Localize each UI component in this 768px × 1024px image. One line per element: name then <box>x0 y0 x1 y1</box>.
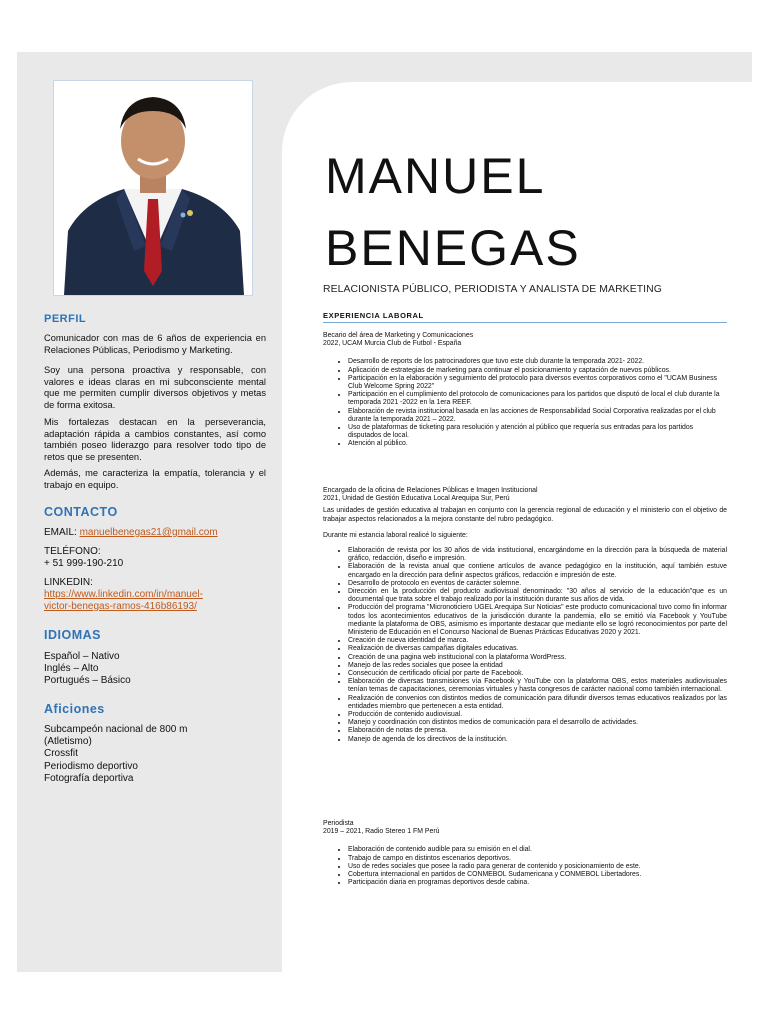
bullet-item: • Manejo de agenda de los directivos de la institución. <box>348 736 727 744</box>
bullet-item: • Manejo y coordinación con distintos medios de comunicación para el desarrollo de actividades. <box>348 719 727 727</box>
job-title: Becario del área de Marketing y Comunicaciones <box>323 332 474 339</box>
bullet-item: • Cobertura internacional en partidos de CONMEBOL Sudamericana y CONMEBOL Libertadores. <box>348 871 727 879</box>
bullet-item: • Elaboración de la revista anual que contiene artículos de avance pedagógico en la institución, aquí también estuve encargado en la dirección para definir aspectos gráficos, redacción e impresión de este. <box>348 563 727 579</box>
job-bullets <box>323 358 727 448</box>
aficion-item: Crossfit <box>44 748 78 760</box>
job-intro: Las unidades de gestión educativa al trabajan en conjunto con la gerencia regional de educación y el ministerio con el objetivo de trabajar aspectos relacionados a la mejora constante del rubro pedagógico. <box>323 507 727 523</box>
bullet-item: • Consecución de certificado oficial por parte de Facebook. <box>348 670 727 678</box>
idiomas-heading: IDIOMAS <box>44 628 101 642</box>
job-meta: 2022, UCAM Murcia Club de Futbol - España <box>323 340 462 348</box>
bullet-item: • Participación en la elaboración y seguimiento del protocolo para diversos eventos corporativos como el "UCAM Business Club Welcome Spring 2022" <box>348 375 727 391</box>
aficion-item: Periodismo deportivo <box>44 760 138 772</box>
job-bullets <box>323 547 727 744</box>
email-row <box>44 527 266 539</box>
linkedin-label: LINKEDIN: <box>44 577 93 588</box>
bullet-item: • Producción del programa "Micronoticiero UGEL Arequipa Sur Noticias" este producto comunicacional tuvo como fin informar todos los acontecimientos educativos de la jurisdicción durante la pandemia, ello se emitió vía Facebook y YouTube mediante la plataforma de OBS, asimismo es importante destacar que mediante ello se logró reconocimientos por parte del Ministerio de Educación en el Concurso Nacional de Buenas Prácticas Educativas 2020 y 2021. <box>348 604 727 637</box>
top-band-background <box>17 52 752 82</box>
bullet-item: • Desarrollo de reports de los patrocinadores que tuvo este club durante la temporada 2021- 2022. <box>348 358 727 366</box>
email-label: EMAIL: <box>44 527 77 538</box>
phone-label: TELÉFONO: <box>44 546 101 557</box>
profile-photo <box>53 80 253 296</box>
job-meta: 2019 – 2021, Radio Stereo 1 FM Perú <box>323 828 440 836</box>
aficion-item: (Atletismo) <box>44 736 92 748</box>
job-title: Periodista <box>323 820 354 827</box>
linkedin-link-line2[interactable]: victor-benegas-ramos-416b86193/ <box>44 601 197 612</box>
job-title: Encargado de la oficina de Relaciones Públicas e Imagen Institucional <box>323 487 538 494</box>
idiomas-list <box>44 651 266 688</box>
bullet-item: • Elaboración de contenido audible para su emisión en el dial. <box>348 846 727 854</box>
bullet-item: • Dirección en la producción del producto audiovisual denominado: "30 años al servicio de la educación"que es un documental que trata sobre el trabajo realizado por la institución durante sus años de vida. <box>348 588 727 604</box>
bullet-item: • Creación de nueva identidad de marca. <box>348 637 727 645</box>
name-last: BENEGAS <box>325 220 581 276</box>
idioma-item: Español – Nativo <box>44 651 120 662</box>
bullet-item: • Atención al público. <box>348 440 727 448</box>
job-lead: Durante mi estancia laboral realicé lo siguiente: <box>323 531 468 539</box>
linkedin-link-line1[interactable]: https://www.linkedin.com/in/manuel- <box>44 589 203 600</box>
perfil-text-4: Además, me caracteriza la empatía, tolerancia y el trabajo en equipo. <box>44 468 266 490</box>
bullet-item: • Elaboración de notas de prensa. <box>348 727 727 735</box>
bullet-item: • Realización de diversas campañas digitales educativas. <box>348 645 727 653</box>
email-link[interactable]: manuelbenegas21@gmail.com <box>79 527 218 538</box>
idioma-item: Portugués – Básico <box>44 675 131 687</box>
bullet-item: • Desarrollo de protocolo en eventos de carácter solemne. <box>348 580 727 588</box>
bullet-item: • Uso de redes sociales que posee la radio para generar de contenido y posicionamiento de este. <box>348 863 727 871</box>
job-bullets <box>323 846 727 887</box>
bullet-item: • Uso de plataformas de ticketing para resolución y atención al público que requería sus entradas para los partidos disputados de local. <box>348 424 727 440</box>
bullet-item: • Elaboración de diversas transmisiones vía Facebook y YouTube con la plataforma OBS, estos materiales audiovisuales tenían temas de capacitaciones, ceremonias virtuales y hasta congresos de carácter nacional como también internacional. <box>348 678 727 694</box>
bullet-item: • Aplicación de estrategias de marketing para continuar el posicionamiento y captación de nuevos públicos. <box>348 367 727 375</box>
experiencia-heading: EXPERIENCIA LABORAL <box>323 311 424 320</box>
section-divider <box>323 322 727 323</box>
job-1 <box>323 332 727 449</box>
bullet-item: • Elaboración de revista institucional basada en las acciones de Responsabilidad Social Corporativa realizadas por el club durante la temporada 2021 – 2022. <box>348 408 727 424</box>
bullet-item: • Producción de contenido audiovisual. <box>348 711 727 719</box>
aficiones-list <box>44 724 266 785</box>
bullet-item: • Elaboración de revista por los 30 años de vida institucional, encargándome en la dirección para la búsqueda de material gráfico, redacción, diseño e impresión. <box>348 547 727 563</box>
perfil-text-3: Mis fortalezas destacan en la perseverancia, adaptación rápida a cambios constantes, así como también poseo liderazgo para resolver todo tipo de retos que se presenten. <box>44 417 266 462</box>
job-subtitle: RELACIONISTA PÚBLICO, PERIODISTA Y ANALISTA DE MARKETING <box>323 284 662 295</box>
aficiones-heading: Aficiones <box>44 702 105 716</box>
aficion-item: Subcampeón nacional de 800 m <box>44 724 188 735</box>
idioma-item: Inglés – Alto <box>44 663 99 675</box>
bullet-item: • Participación en el cumplimiento del protocolo de comunicaciones para los partidos que disputó de local el club durante la temporada 2021 -2022 en la 1era REEF. <box>348 391 727 407</box>
phone-value: + 51 999-190-210 <box>44 558 124 569</box>
job-3 <box>323 820 727 887</box>
perfil-text-1: Comunicador con mas de 6 años de experiencia en Relaciones Públicas, Periodismo y Marketing. <box>44 333 266 355</box>
bullet-item: • Manejo de las redes sociales que posee la entidad <box>348 662 727 670</box>
perfil-text-2: Soy una persona proactiva y responsable, con valores e ideas claras en mi subconsciente mental que me permiten cumplir diversos objetivos y metas de forma exitosa. <box>44 365 266 410</box>
bullet-item: • Trabajo de campo en distintos escenarios deportivos. <box>348 855 727 863</box>
bullet-item: • Participación diaria en programas deportivos desde cabina. <box>348 879 727 887</box>
aficion-item: Fotografía deportiva <box>44 772 134 784</box>
contacto-heading: CONTACTO <box>44 505 118 519</box>
perfil-heading: PERFIL <box>44 313 87 325</box>
bullet-item: • Realización de convenios con distintos medios de comunicación para difundir diversos temas educativos realizados por las entidades miembro que pertenecen a esta entidad. <box>348 695 727 711</box>
job-2 <box>323 487 727 744</box>
job-meta: 2021, Unidad de Gestión Educativa Local Arequipa Sur, Perú <box>323 495 510 503</box>
bullet-item: • Creación de una pagina web institucional con la plataforma WordPress. <box>348 654 727 662</box>
name-first: MANUEL <box>325 148 546 204</box>
